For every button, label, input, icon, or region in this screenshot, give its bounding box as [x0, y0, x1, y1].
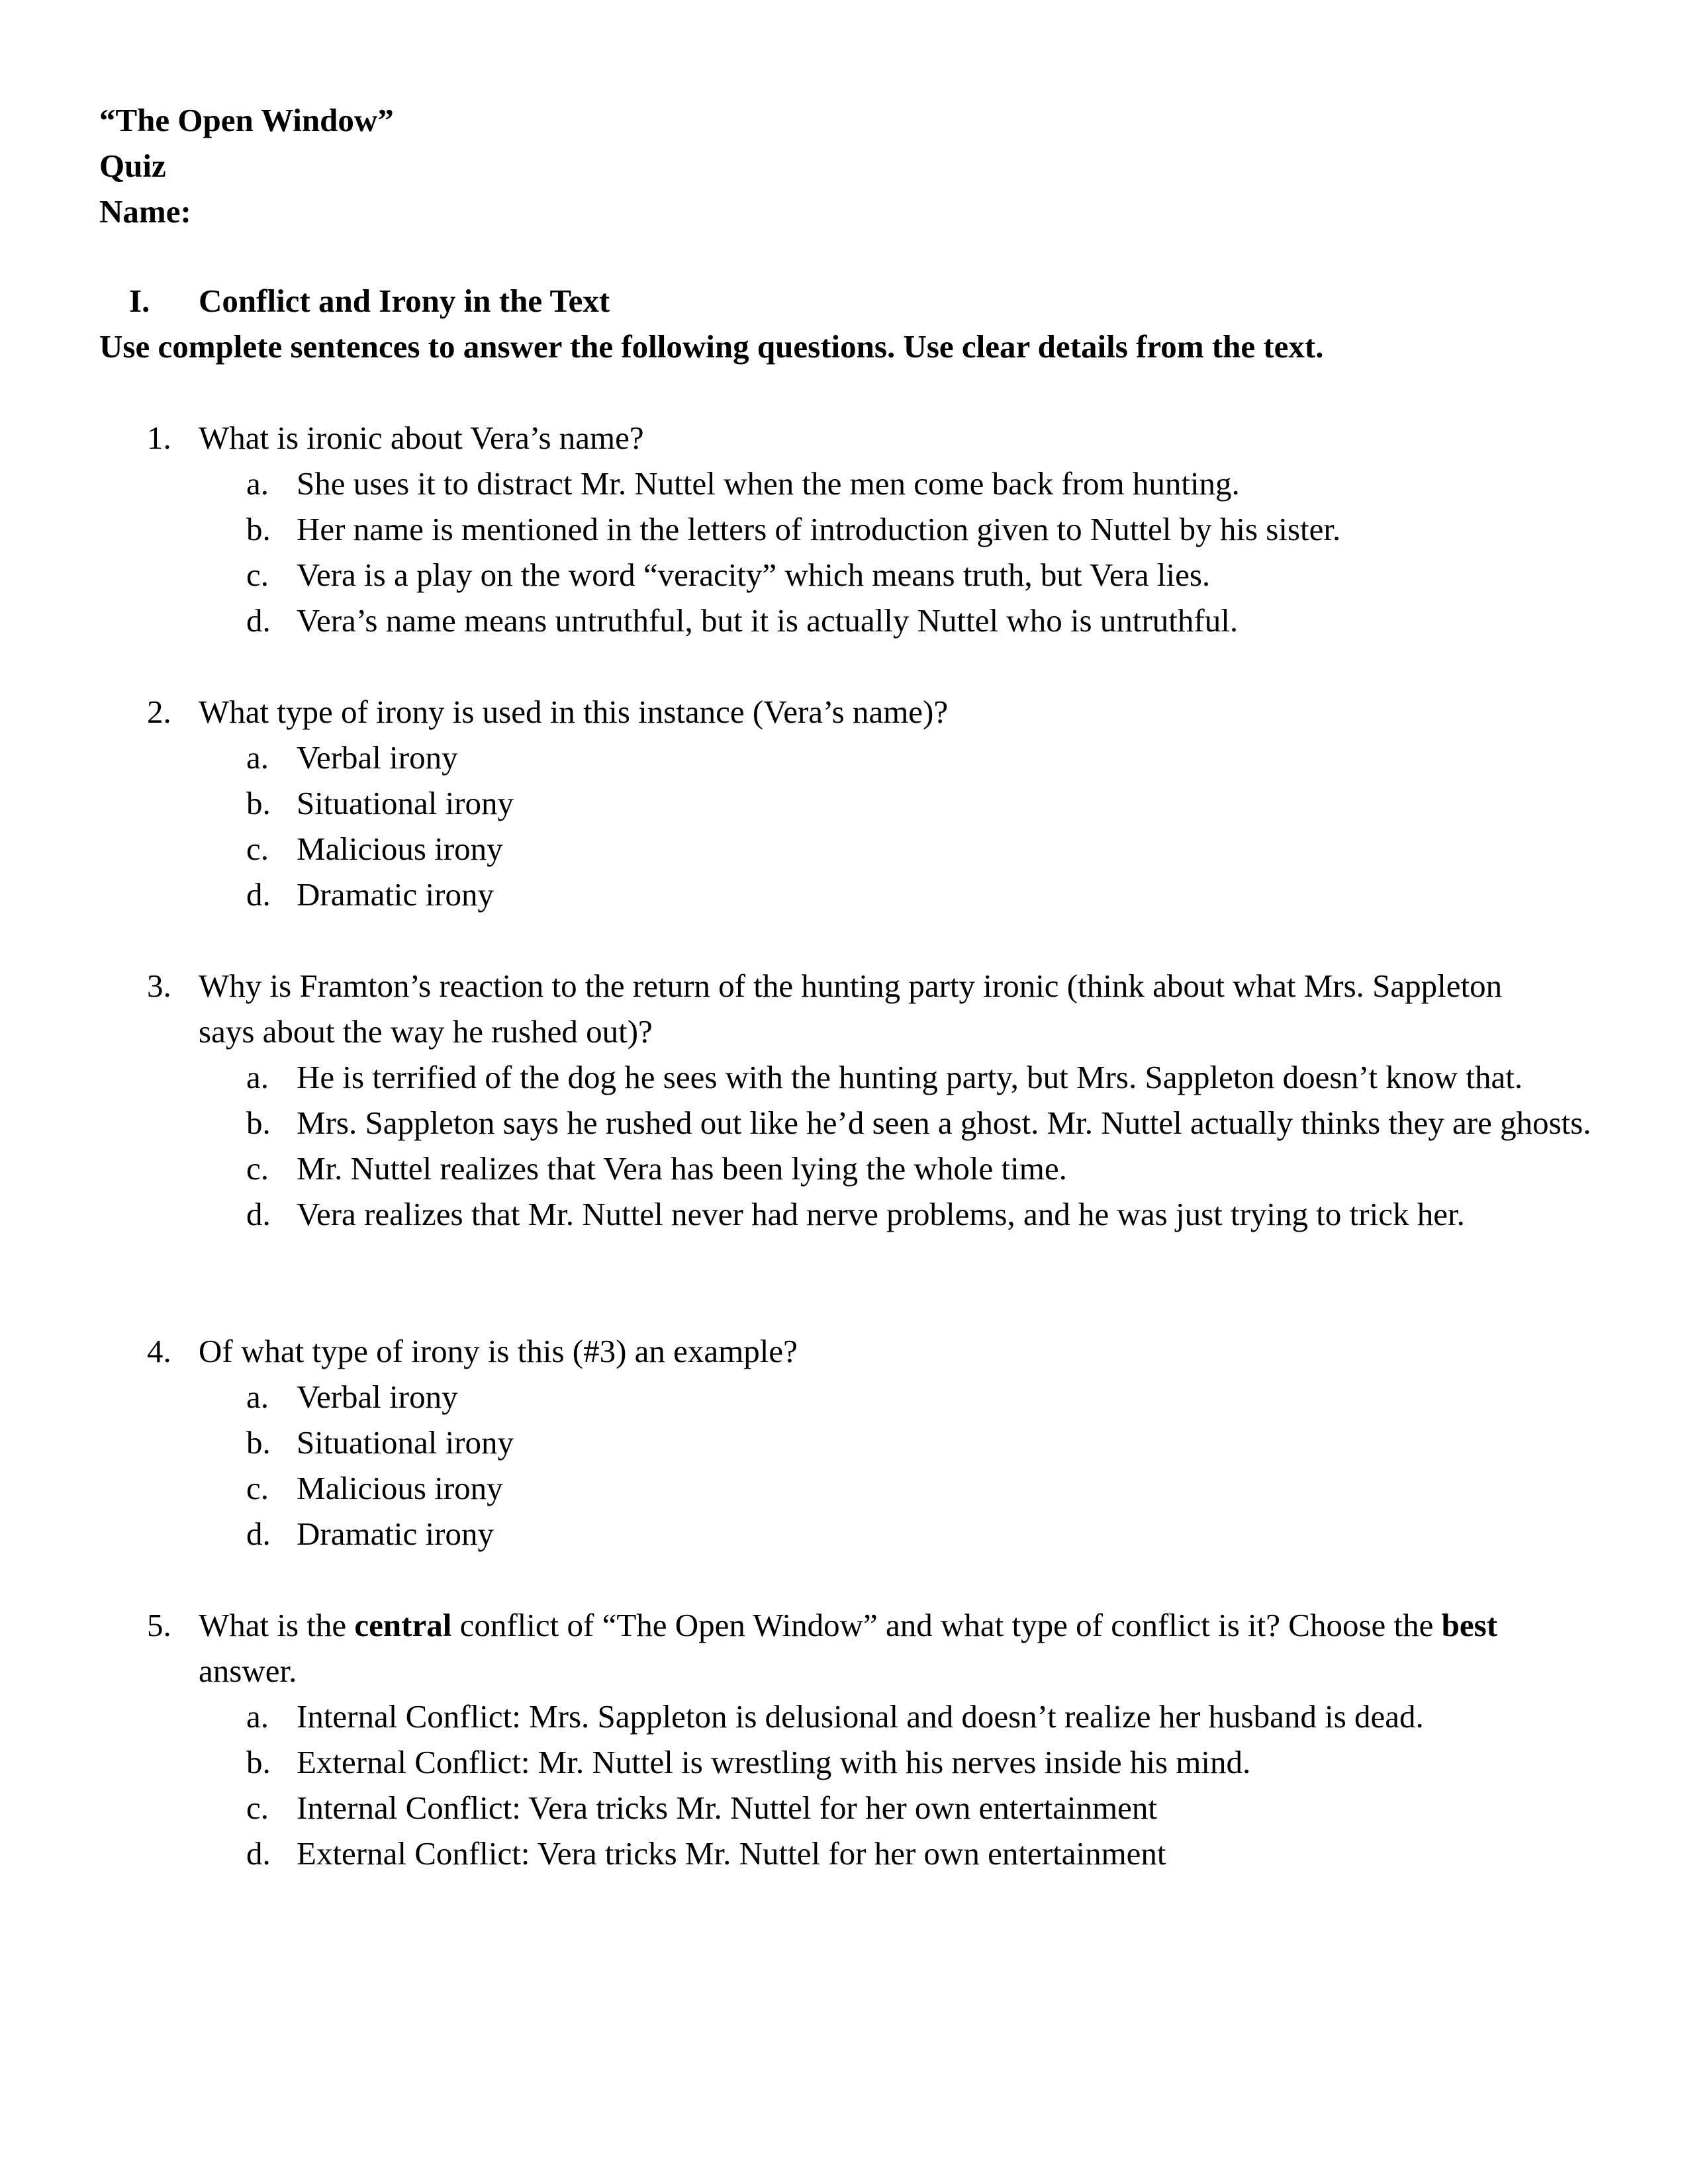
question-number: 4. — [147, 1333, 171, 1369]
question-text: What is ironic about Vera’s name? — [199, 420, 644, 456]
question-text-part: What is the — [199, 1607, 355, 1643]
option-text: Dramatic irony — [297, 1516, 494, 1552]
section-number: I. — [129, 283, 150, 319]
option-letter: d. — [246, 1835, 271, 1872]
option-d — [0, 1511, 1614, 1557]
question-text-part: conflict of “The Open Window” and what type of conflict is it? Choose the — [451, 1607, 1442, 1643]
question-stem — [0, 689, 1556, 735]
question-text: Of what type of irony is this (#3) an example? — [199, 1333, 798, 1369]
option-text: Malicious irony — [297, 831, 503, 867]
question-stem — [0, 415, 1556, 461]
option-a — [0, 1374, 1614, 1420]
option-text: Internal Conflict: Mrs. Sappleton is delusional and doesn’t realize her husband is dead. — [297, 1698, 1424, 1735]
option-letter: c. — [246, 1470, 269, 1506]
option-text: External Conflict: Vera tricks Mr. Nuttel for her own entertainment — [297, 1835, 1166, 1872]
option-c — [0, 1146, 1614, 1191]
option-letter: d. — [246, 876, 271, 913]
option-text: Malicious irony — [297, 1470, 503, 1506]
option-b — [0, 1420, 1614, 1465]
option-letter: a. — [246, 1379, 269, 1415]
option-text: Vera realizes that Mr. Nuttel never had nerve problems, and he was just trying to trick her. — [297, 1196, 1465, 1232]
question-stem — [0, 1602, 1556, 1694]
option-d — [0, 1831, 1614, 1876]
option-d — [0, 872, 1614, 917]
question-text: What type of irony is used in this instance (Vera’s name)? — [199, 694, 949, 730]
question-number: 3. — [147, 968, 171, 1004]
emphasis-central: central — [354, 1607, 452, 1643]
option-b — [0, 1100, 1614, 1146]
option-letter: d. — [246, 602, 271, 639]
option-text: Verbal irony — [297, 739, 458, 776]
option-text: Situational irony — [297, 785, 514, 821]
question-2 — [0, 689, 1688, 917]
instructions: Use complete sentences to answer the following questions. Use clear details from the text. — [99, 328, 1324, 365]
option-text: Verbal irony — [297, 1379, 458, 1415]
question-stem — [0, 963, 1556, 1054]
option-text: Mrs. Sappleton says he rushed out like he’d seen a ghost. Mr. Nuttel actually thinks they are ghosts. — [297, 1105, 1591, 1141]
option-text: Her name is mentioned in the letters of introduction given to Nuttel by his sister. — [297, 511, 1341, 547]
option-letter: a. — [246, 1059, 269, 1095]
option-c — [0, 1785, 1614, 1831]
section-heading — [129, 278, 610, 324]
emphasis-best: best — [1441, 1607, 1498, 1643]
option-letter: c. — [246, 557, 269, 593]
option-text: She uses it to distract Mr. Nuttel when the men come back from hunting. — [297, 465, 1240, 502]
question-number: 1. — [147, 420, 171, 456]
section-title: Conflict and Irony in the Text — [199, 283, 610, 319]
option-b — [0, 1739, 1614, 1785]
option-a — [0, 461, 1614, 506]
option-letter: c. — [246, 831, 269, 867]
option-letter: b. — [246, 785, 271, 821]
option-letter: a. — [246, 1698, 269, 1735]
name-label: Name: — [99, 193, 191, 230]
question-3 — [0, 963, 1688, 1237]
question-4 — [0, 1328, 1688, 1557]
question-stem — [0, 1328, 1556, 1374]
option-letter: c. — [246, 1150, 269, 1187]
option-letter: b. — [246, 1424, 271, 1461]
option-letter: d. — [246, 1516, 271, 1552]
option-b — [0, 780, 1614, 826]
option-b — [0, 506, 1614, 552]
document-subtitle: Quiz — [99, 148, 166, 184]
question-text: Why is Framton’s reaction to the return of the hunting party ironic (think about what Mrs. Sappleton says about the way he rushed out)? — [199, 968, 1503, 1050]
option-a — [0, 735, 1614, 780]
option-text: Internal Conflict: Vera tricks Mr. Nuttel for her own entertainment — [297, 1790, 1157, 1826]
question-number: 2. — [147, 694, 171, 730]
option-letter: c. — [246, 1790, 269, 1826]
option-letter: b. — [246, 1105, 271, 1141]
option-text: He is terrified of the dog he sees with the hunting party, but Mrs. Sappleton doesn’t know that. — [297, 1059, 1523, 1095]
question-text — [199, 1607, 1497, 1689]
question-1 — [0, 415, 1688, 643]
option-text: External Conflict: Mr. Nuttel is wrestling with his nerves inside his mind. — [297, 1744, 1251, 1780]
question-number: 5. — [147, 1607, 171, 1643]
option-text: Vera is a play on the word “veracity” which means truth, but Vera lies. — [297, 557, 1211, 593]
question-text-part: answer. — [199, 1653, 297, 1689]
option-a — [0, 1054, 1614, 1100]
option-c — [0, 1465, 1614, 1511]
title-block — [99, 97, 394, 234]
option-text: Dramatic irony — [297, 876, 494, 913]
option-letter: d. — [246, 1196, 271, 1232]
question-5 — [0, 1602, 1688, 1876]
option-a — [0, 1694, 1614, 1739]
option-letter: a. — [246, 465, 269, 502]
option-letter: b. — [246, 1744, 271, 1780]
option-c — [0, 826, 1614, 872]
option-text: Mr. Nuttel realizes that Vera has been lying the whole time. — [297, 1150, 1067, 1187]
option-c — [0, 552, 1614, 598]
option-text: Vera’s name means untruthful, but it is actually Nuttel who is untruthful. — [297, 602, 1239, 639]
option-text: Situational irony — [297, 1424, 514, 1461]
option-letter: b. — [246, 511, 271, 547]
option-d — [0, 598, 1614, 643]
document-title: “The Open Window” — [99, 102, 394, 138]
option-letter: a. — [246, 739, 269, 776]
option-d — [0, 1191, 1614, 1237]
